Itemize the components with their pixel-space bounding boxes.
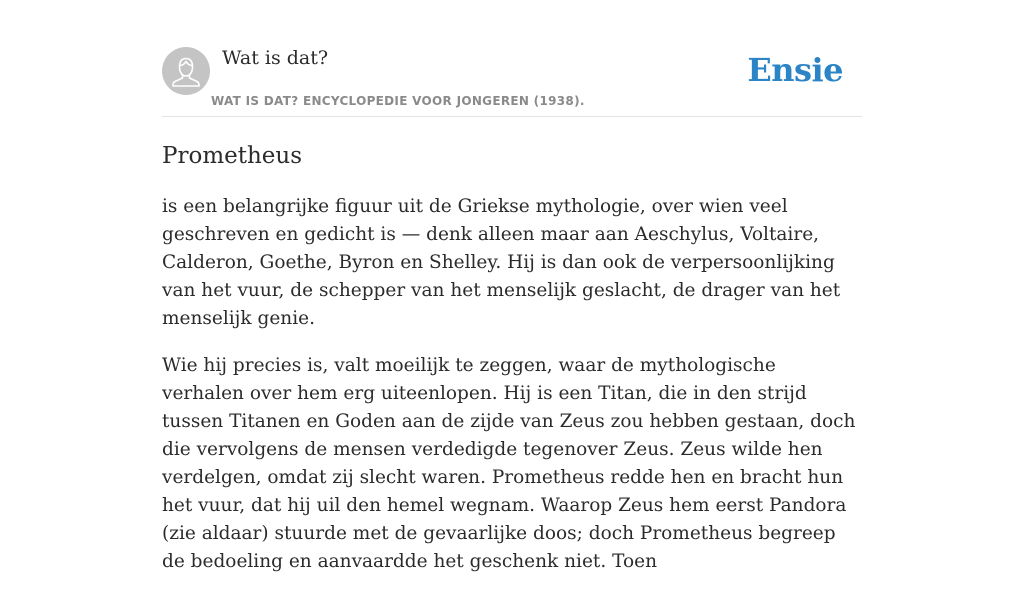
source-title[interactable]: Wat is dat? xyxy=(222,47,329,69)
ensie-logo[interactable]: Ensie xyxy=(747,51,843,89)
entry-body xyxy=(162,193,862,576)
source-subtitle[interactable]: WAT IS DAT? ENCYCLOPEDIE VOOR JONGEREN (1938). xyxy=(211,94,585,108)
entry-title: Prometheus xyxy=(162,143,303,169)
source-header xyxy=(162,0,862,117)
entry-paragraph: is een belangrijke figuur uit de Griekse mythologie, over wien veel geschreven en gedicht is — denk alleen maar aan Aeschylus, Voltaire, Calderon, Goethe, Byron en Shelley. Hij is dan ook de verpersoonlijking van het vuur, de schepper van het menselijk geslacht, de drager van het menselijk genie. xyxy=(162,196,841,329)
user-avatar-icon[interactable] xyxy=(162,47,210,95)
page xyxy=(162,0,862,595)
entry-paragraph: Wie hij precies is, valt moeilijk te zeggen, waar de mythologische verhalen over hem erg uiteenlopen. Hij is een Titan, die in den strijd tussen Titanen en Goden aan de zijde van Zeus zou hebben gestaan, doch die vervolgens de mensen verdedigde tegenover Zeus. Zeus wilde hen verdelgen, omdat zij slecht waren. Prometheus redde hen en bracht hun het vuur, dat hij uil den hemel wegnam. Waarop Zeus hem eerst Pandora (zie aldaar) stuurde met de gevaarlijke doos; doch Prometheus begreep de bedoeling en aanvaardde het geschenk niet. Toen xyxy=(162,355,856,572)
